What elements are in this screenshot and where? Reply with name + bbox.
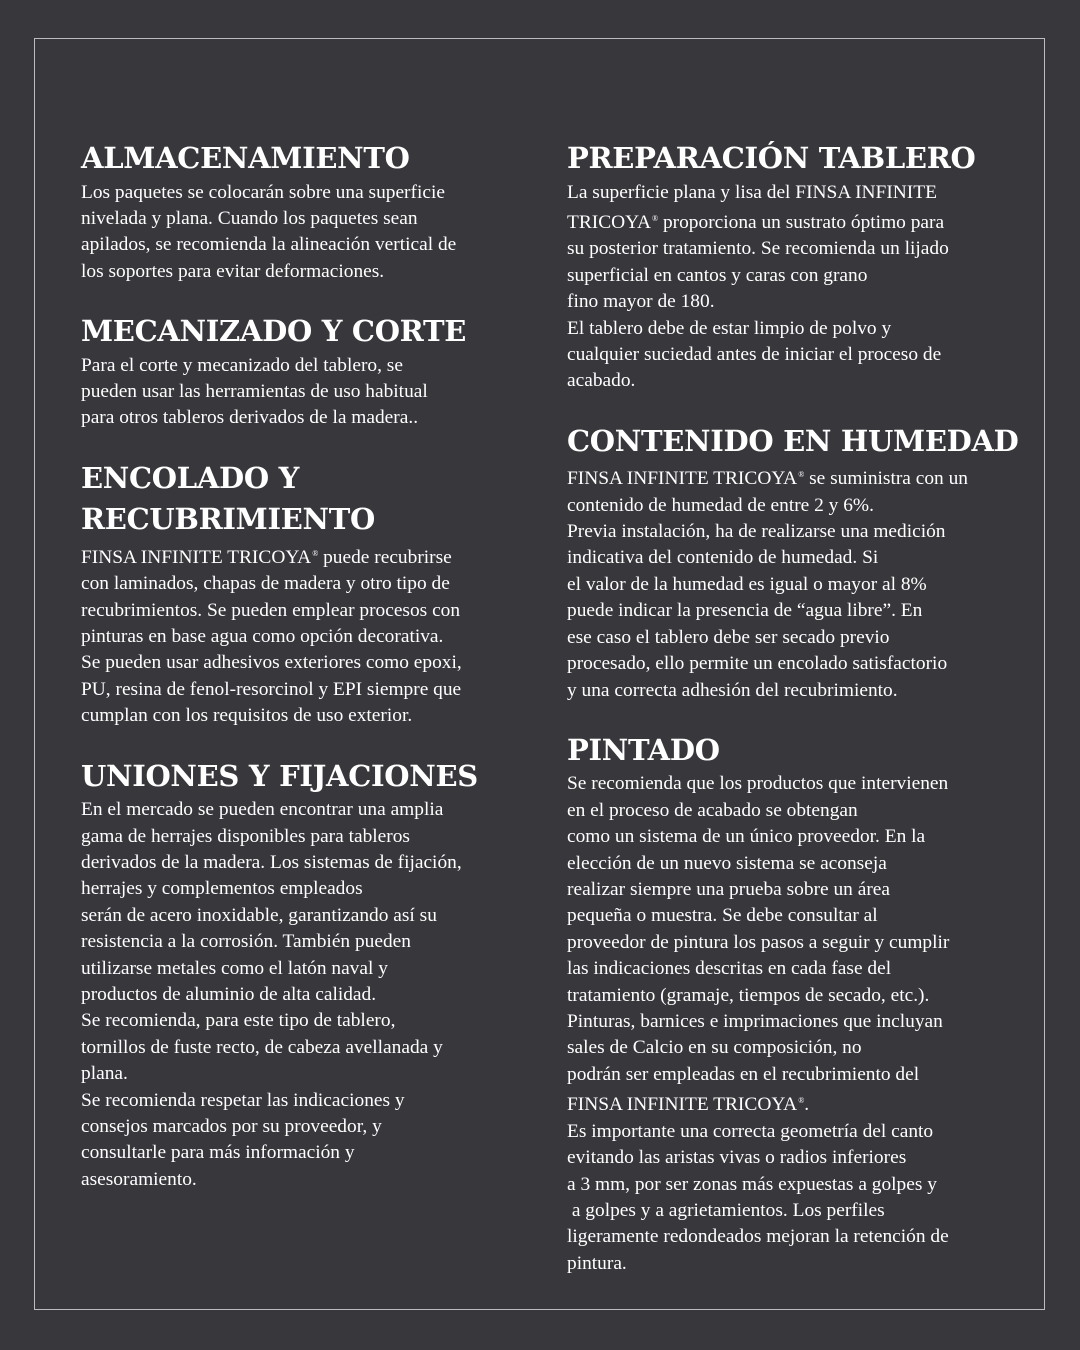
body-text-line: superficial en cantos y caras con grano xyxy=(567,264,868,286)
body-text-line: podrán ser empleadas en el recubrimiento del xyxy=(567,1063,920,1085)
body-text-line: utilizarse metales como el latón naval y xyxy=(81,957,388,979)
body-text-line: consejos marcados por su proveedor, y xyxy=(81,1116,382,1138)
body-text-line: FINSA INFINITE TRICOYA® puede recubrirse xyxy=(81,546,452,568)
body-text-line: contenido de humedad de entre 2 y 6%. xyxy=(567,494,874,516)
body-text-line: pueden usar las herramientas de uso habitual xyxy=(81,381,428,403)
body-text-line: FINSA INFINITE TRICOYA® se suministra con un xyxy=(567,468,968,490)
body-text-line: TRICOYA® proporciona un sustrato óptimo para xyxy=(567,211,945,233)
body-text-line: evitando las aristas vivas o radios inferiores xyxy=(567,1147,907,1169)
body-text-line: indicativa del contenido de humedad. Si xyxy=(567,547,879,569)
body-text-line: Se recomienda, para este tipo de tablero, xyxy=(81,1010,396,1032)
body-text-line: resistencia a la corrosión. También pueden xyxy=(81,931,411,953)
body-text-line: su posterior tratamiento. Se recomienda un lijado xyxy=(567,238,949,260)
body-text-line: tornillos de fuste recto, de cabeza avellanada y xyxy=(81,1036,443,1058)
body-text-line: Se recomienda respetar las indicaciones y xyxy=(81,1089,405,1111)
body-text-line: apilados, se recomienda la alineación vertical de xyxy=(81,234,457,256)
body-text-line: proveedor de pintura los pasos a seguir y cumplir xyxy=(567,931,950,953)
body-text-line: los soportes para evitar deformaciones. xyxy=(81,260,385,282)
body-text-line: elección de un nuevo sistema se aconseja xyxy=(567,852,887,874)
body-text-line: realizar siempre una prueba sobre un área xyxy=(567,879,891,901)
section-spacer xyxy=(567,395,1012,421)
section-spacer xyxy=(81,730,521,756)
body-text-line: consultarle para más información y xyxy=(81,1142,355,1164)
body-text-line: ese caso el tablero debe ser secado previo xyxy=(567,626,890,648)
body-text-line: sales de Calcio en su composición, no xyxy=(567,1037,862,1059)
body-text-line: productos de aluminio de alta calidad. xyxy=(81,984,377,1006)
body-text-line: Pinturas, barnices e imprimaciones que incluyan xyxy=(567,1011,943,1033)
section-spacer xyxy=(81,285,521,311)
body-text-line: para otros tableros derivados de la madera.. xyxy=(81,407,419,429)
body-text-line: las indicaciones descritas en cada fase del xyxy=(567,958,892,980)
body-text-line: y una correcta adhesión del recubrimiento. xyxy=(567,679,898,701)
section-heading: RECUBRIMIENTO xyxy=(81,502,375,537)
body-text-line: Previa instalación, ha de realizarse una medición xyxy=(567,521,946,543)
left-column xyxy=(81,138,521,1193)
section-heading: PINTADO xyxy=(567,732,720,767)
body-text-line: con laminados, chapas de madera y otro tipo de xyxy=(81,573,450,595)
body-text-line: ligeramente redondeados mejoran la retención de xyxy=(567,1226,949,1248)
body-text-line: pequeña o muestra. Se debe consultar al xyxy=(567,905,878,927)
body-text-line: recubrimientos. Se pueden emplear procesos con xyxy=(81,599,461,621)
section-almacenamiento xyxy=(81,138,521,285)
body-text-line: La superficie plana y lisa del FINSA INFINITE xyxy=(567,181,937,203)
body-text-line: herrajes y complementos empleados xyxy=(81,878,363,900)
body-text-line: FINSA INFINITE TRICOYA®. xyxy=(567,1094,810,1116)
body-text-line: nivelada y plana. Cuando los paquetes sean xyxy=(81,207,418,229)
body-text-line: PU, resina de fenol-resorcinol y EPI siempre que xyxy=(81,678,462,700)
body-text-line: tratamiento (gramaje, tiempos de secado, etc.). xyxy=(567,984,930,1006)
body-text-line: fino mayor de 180. xyxy=(567,291,715,313)
section-heading: UNIONES Y FIJACIONES xyxy=(81,758,478,793)
body-text-line: derivados de la madera. Los sistemas de fijación, xyxy=(81,852,462,873)
body-text-line: a golpes y a agrietamientos. Los perfiles xyxy=(567,1199,885,1221)
body-text-line: Los paquetes se colocarán sobre una superficie xyxy=(81,181,445,203)
body-text-line: procesado, ello permite un encolado satisfactorio xyxy=(567,653,948,675)
right-column xyxy=(567,138,1019,1277)
body-text-line: plana. xyxy=(81,1063,128,1085)
body-text-line: Se recomienda que los productos que intervienen xyxy=(567,773,949,795)
body-text-line: el valor de la humedad es igual o mayor al 8% xyxy=(567,573,927,595)
section-heading: MECANIZADO Y CORTE xyxy=(81,314,467,349)
body-text-line: en el proceso de acabado se obtengan xyxy=(567,799,858,821)
body-text-line: Para el corte y mecanizado del tablero, se xyxy=(81,354,403,376)
body-text-line: pintura. xyxy=(567,1252,627,1274)
section-spacer xyxy=(81,432,521,458)
section-heading: ALMACENAMIENTO xyxy=(81,141,410,175)
body-text-line: serán de acero inoxidable, garantizando así su xyxy=(81,904,437,926)
section-encolado-y-recubrimiento xyxy=(81,458,521,730)
body-text-line: puede indicar la presencia de “agua libre”. En xyxy=(567,600,923,622)
body-text-line: Se pueden usar adhesivos exteriores como epoxi, xyxy=(81,652,462,674)
body-text-line: cumplan con los requisitos de uso exterior. xyxy=(81,705,413,727)
body-text-line: gama de herrajes disponibles para tableros xyxy=(81,825,410,847)
section-heading: CONTENIDO EN HUMEDAD xyxy=(567,423,1019,458)
body-text-line: a 3 mm, por ser zonas más expuestas a golpes y xyxy=(567,1173,937,1195)
section-pintado xyxy=(567,730,1012,1277)
section-contenido-en-humedad xyxy=(567,421,1019,704)
section-preparacion-tablero xyxy=(567,138,1012,395)
body-text-line: cualquier suciedad antes de iniciar el proceso de xyxy=(567,343,942,365)
body-text-line: como un sistema de un único proveedor. En la xyxy=(567,826,926,848)
body-text-line: acabado. xyxy=(567,370,636,392)
section-mecanizado-y-corte xyxy=(81,311,521,432)
body-text-line: pinturas en base agua como opción decorativa. xyxy=(81,626,444,648)
body-text-line: asesoramiento. xyxy=(81,1168,197,1190)
section-uniones-y-fijaciones xyxy=(81,756,521,1194)
body-text-line: El tablero debe de estar limpio de polvo y xyxy=(567,317,892,339)
body-text-line: Es importante una correcta geometría del canto xyxy=(567,1120,934,1142)
body-text-line: En el mercado se pueden encontrar una amplia xyxy=(81,799,444,821)
section-heading: ENCOLADO Y xyxy=(81,460,300,495)
section-spacer xyxy=(567,704,1012,730)
section-heading: PREPARACIÓN TABLERO xyxy=(567,141,976,175)
